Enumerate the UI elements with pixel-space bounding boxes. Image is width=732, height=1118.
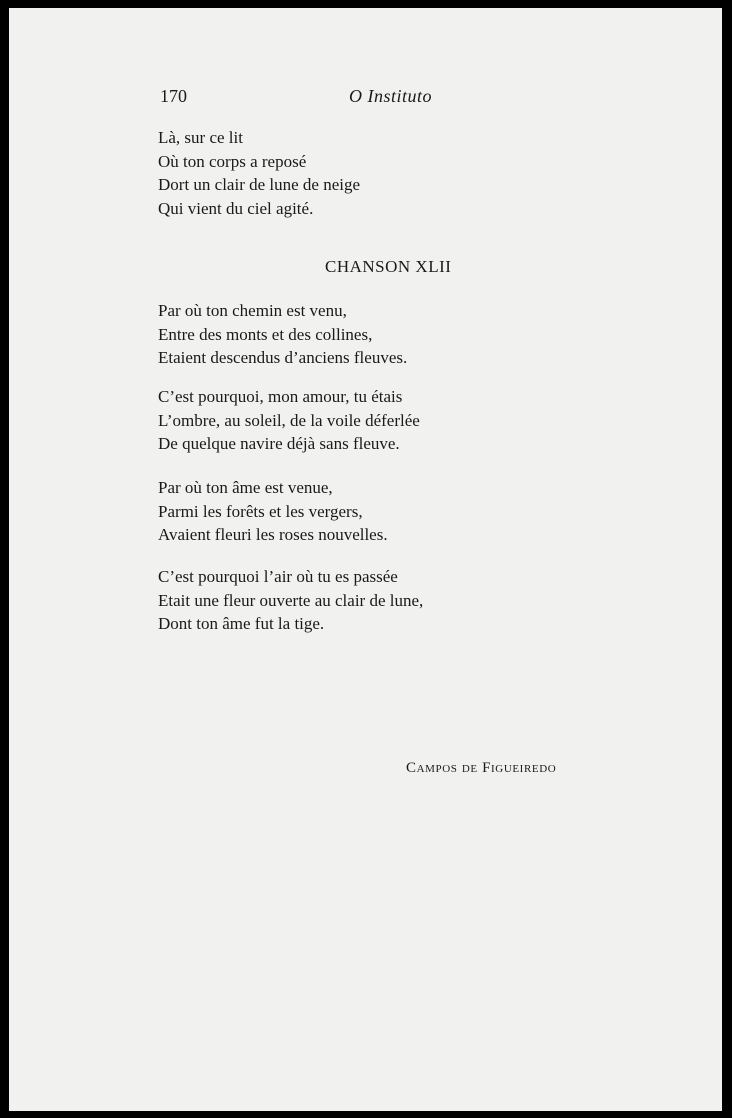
page-number: 170 — [160, 86, 187, 106]
stanza — [158, 385, 420, 456]
poem-line: Entre des monts et des collines, — [158, 324, 373, 344]
poem-line: C’est pourquoi, mon amour, tu étais — [158, 387, 403, 406]
poem-line: Avaient fleuri les roses nouvelles. — [158, 525, 388, 544]
poem-line: Là, sur ce lit — [158, 128, 243, 147]
stanza — [158, 565, 423, 636]
document-page — [9, 8, 722, 1111]
page-header — [160, 86, 560, 110]
poem-line: Etaient descendus d’anciens fleuves. — [158, 348, 408, 367]
author-signature: Campos de Figueiredo — [406, 760, 557, 776]
poem-line: L’ombre, au soleil, de la voile déferlée — [158, 410, 420, 430]
stanza — [158, 299, 407, 370]
poem-line: Dort un clair de lune de neige — [158, 175, 361, 194]
poem-line: Etait une fleur ouverte au clair de lune, — [158, 590, 424, 610]
poem-line: Par où ton âme est venue, — [158, 478, 333, 497]
poem-line: C’est pourquoi l’air où tu es passée — [158, 567, 398, 586]
stanza — [158, 126, 360, 220]
poem-line: Par où ton chemin est venu, — [158, 301, 347, 320]
poem-line: Dont ton âme fut la tige. — [158, 614, 325, 633]
poem-title: CHANSON XLII — [325, 257, 452, 276]
poem-line: Où ton corps a reposé — [158, 151, 307, 171]
poem-line: Parmi les forêts et les vergers, — [158, 501, 363, 521]
journal-title: O Instituto — [349, 86, 433, 106]
poem-line: De quelque navire déjà sans fleuve. — [158, 434, 400, 453]
stanza — [158, 476, 388, 547]
poem-line: Qui vient du ciel agité. — [158, 198, 314, 218]
